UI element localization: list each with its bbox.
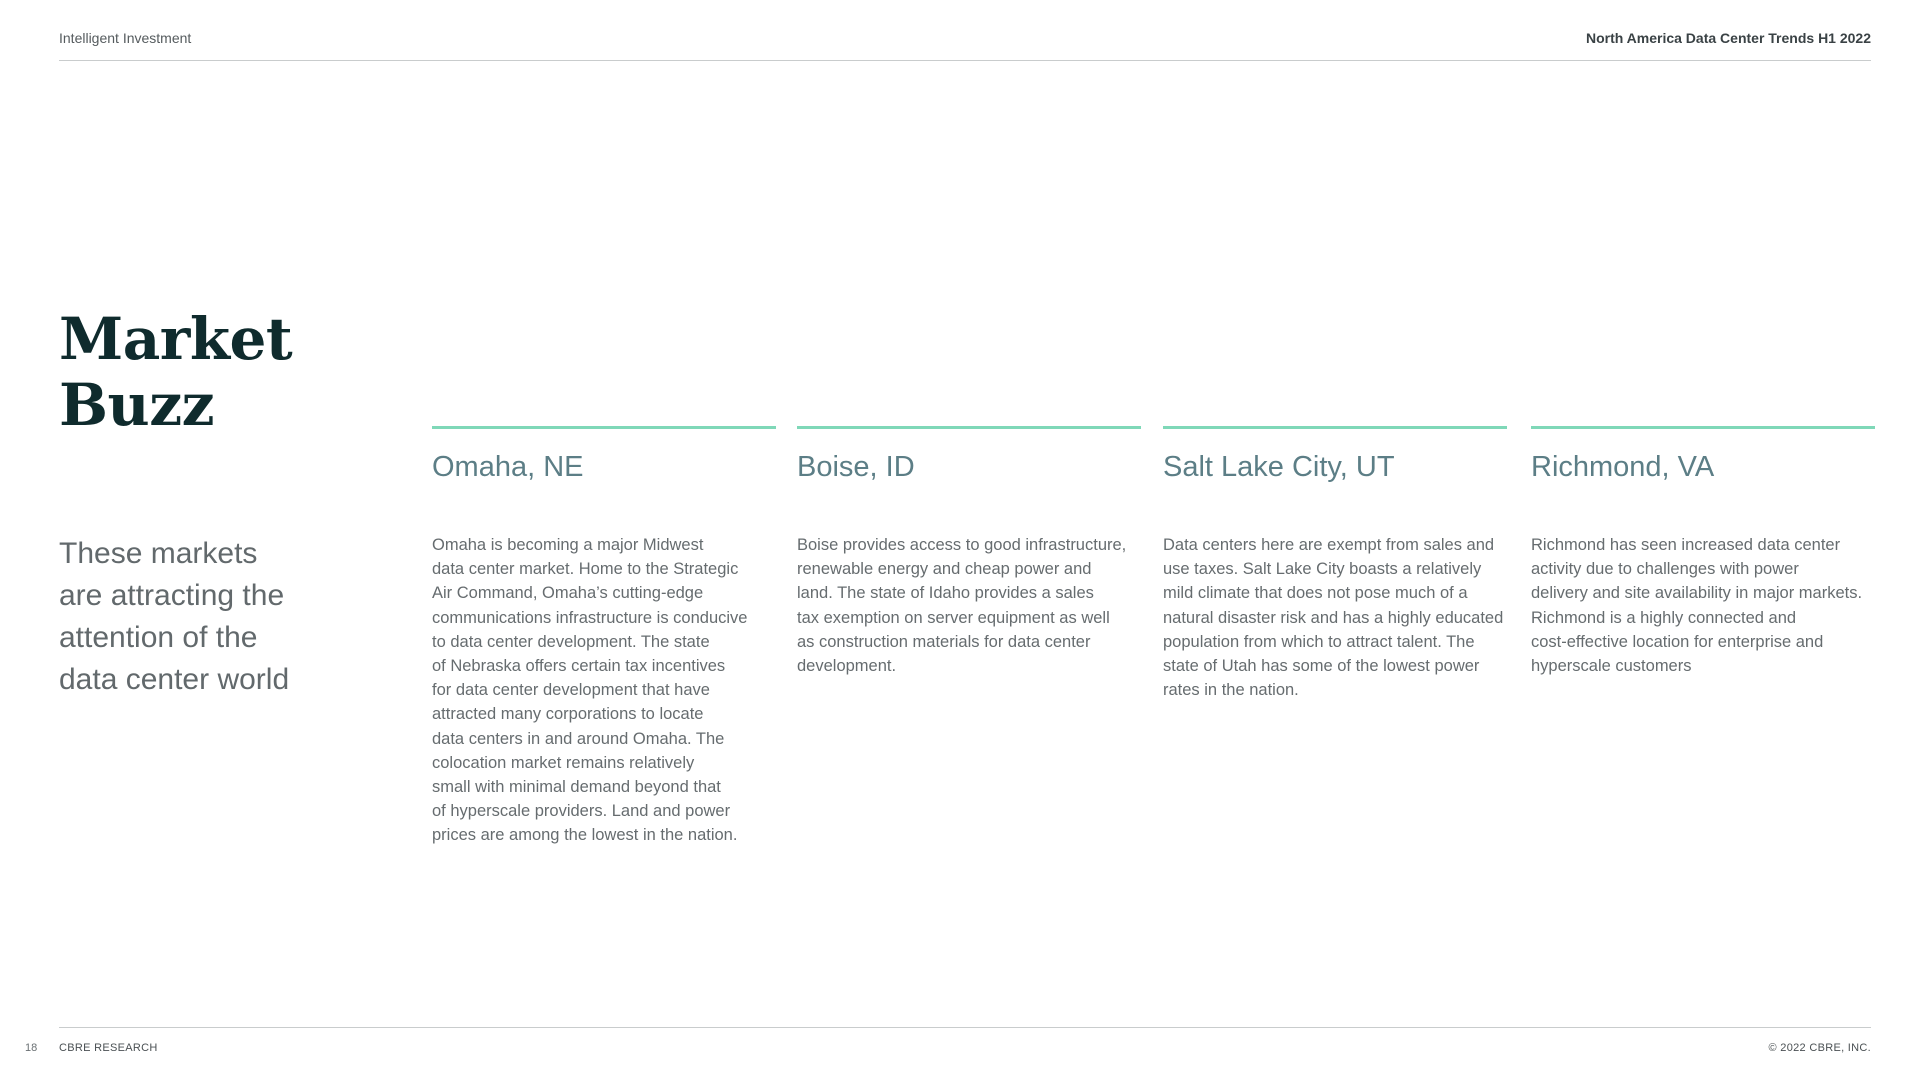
market-name: Boise, ID bbox=[797, 451, 915, 483]
description-line: renewable energy and cheap power and bbox=[797, 560, 1092, 579]
description-line: Data centers here are exempt from sales and bbox=[1163, 536, 1495, 554]
market-card-salt-lake-city bbox=[1163, 426, 1507, 702]
description-line: of Nebraska offers certain tax incentives bbox=[432, 657, 726, 676]
subtitle-line: are attracting the bbox=[59, 579, 285, 612]
description-line: prices are among the lowest in the nation. bbox=[432, 826, 738, 845]
market-description bbox=[1163, 533, 1507, 702]
description-line: Omaha is becoming a major Midwest bbox=[432, 536, 704, 554]
page-title-line: Market bbox=[59, 305, 293, 373]
market-card-omaha bbox=[432, 426, 776, 848]
subtitle-line: data center world bbox=[59, 663, 290, 696]
market-description bbox=[797, 533, 1141, 678]
market-name: Salt Lake City, UT bbox=[1163, 451, 1395, 483]
footer-divider bbox=[59, 1027, 1871, 1028]
page-subtitle bbox=[59, 533, 339, 701]
market-card-boise bbox=[797, 426, 1141, 678]
description-line: activity due to challenges with power bbox=[1531, 560, 1799, 579]
description-line: data center market. Home to the Strategic bbox=[432, 560, 739, 579]
description-line: Air Command, Omaha’s cutting-edge bbox=[432, 584, 704, 603]
description-line: Richmond is a highly connected and bbox=[1531, 608, 1797, 627]
description-line: for data center development that have bbox=[432, 681, 710, 700]
description-line: to data center development. The state bbox=[432, 632, 710, 651]
footer-brand: CBRE RESEARCH bbox=[59, 1042, 158, 1054]
market-name: Richmond, VA bbox=[1531, 451, 1715, 483]
description-line: mild climate that does not pose much of a bbox=[1163, 584, 1468, 603]
description-line: small with minimal demand beyond that bbox=[432, 778, 721, 797]
description-line: Richmond has seen increased data center bbox=[1531, 536, 1841, 554]
description-line: delivery and site availability in major markets. bbox=[1531, 584, 1863, 603]
description-line: cost-effective location for enterprise and bbox=[1531, 632, 1824, 651]
description-line: communications infrastructure is conducive bbox=[432, 608, 748, 627]
footer-copyright: © 2022 CBRE, INC. bbox=[1768, 1042, 1871, 1054]
description-line: state of Utah has some of the lowest power bbox=[1163, 657, 1480, 676]
description-line: Boise provides access to good infrastructure, bbox=[797, 536, 1127, 554]
page-number: 18 bbox=[25, 1042, 38, 1054]
description-line: as construction materials for data center bbox=[797, 632, 1091, 651]
description-line: data centers in and around Omaha. The bbox=[432, 729, 725, 748]
page-title-line: Buzz bbox=[59, 371, 215, 439]
description-line: development. bbox=[797, 657, 897, 676]
description-line: natural disaster risk and has a highly educated bbox=[1163, 608, 1504, 627]
subtitle-line: These markets bbox=[59, 537, 258, 570]
description-line: of hyperscale providers. Land and power bbox=[432, 802, 731, 821]
description-line: land. The state of Idaho provides a sales bbox=[797, 584, 1094, 603]
description-line: population from which to attract talent. The bbox=[1163, 632, 1475, 651]
page-header bbox=[59, 28, 1871, 61]
description-line: tax exemption on server equipment as well bbox=[797, 608, 1110, 627]
market-card-richmond bbox=[1531, 426, 1875, 678]
market-description bbox=[1531, 533, 1875, 678]
description-line: attracted many corporations to locate bbox=[432, 705, 704, 724]
header-section-label: Intelligent Investment bbox=[59, 30, 192, 46]
description-line: hyperscale customers bbox=[1531, 657, 1692, 676]
header-report-title: North America Data Center Trends H1 2022 bbox=[1585, 30, 1871, 46]
market-name: Omaha, NE bbox=[432, 451, 584, 483]
market-description bbox=[432, 533, 776, 848]
description-line: use taxes. Salt Lake City boasts a relatively bbox=[1163, 560, 1482, 579]
description-line: colocation market remains relatively bbox=[432, 753, 695, 772]
page-title bbox=[59, 306, 292, 438]
description-line: rates in the nation. bbox=[1163, 681, 1299, 700]
subtitle-line: attention of the bbox=[59, 621, 258, 654]
